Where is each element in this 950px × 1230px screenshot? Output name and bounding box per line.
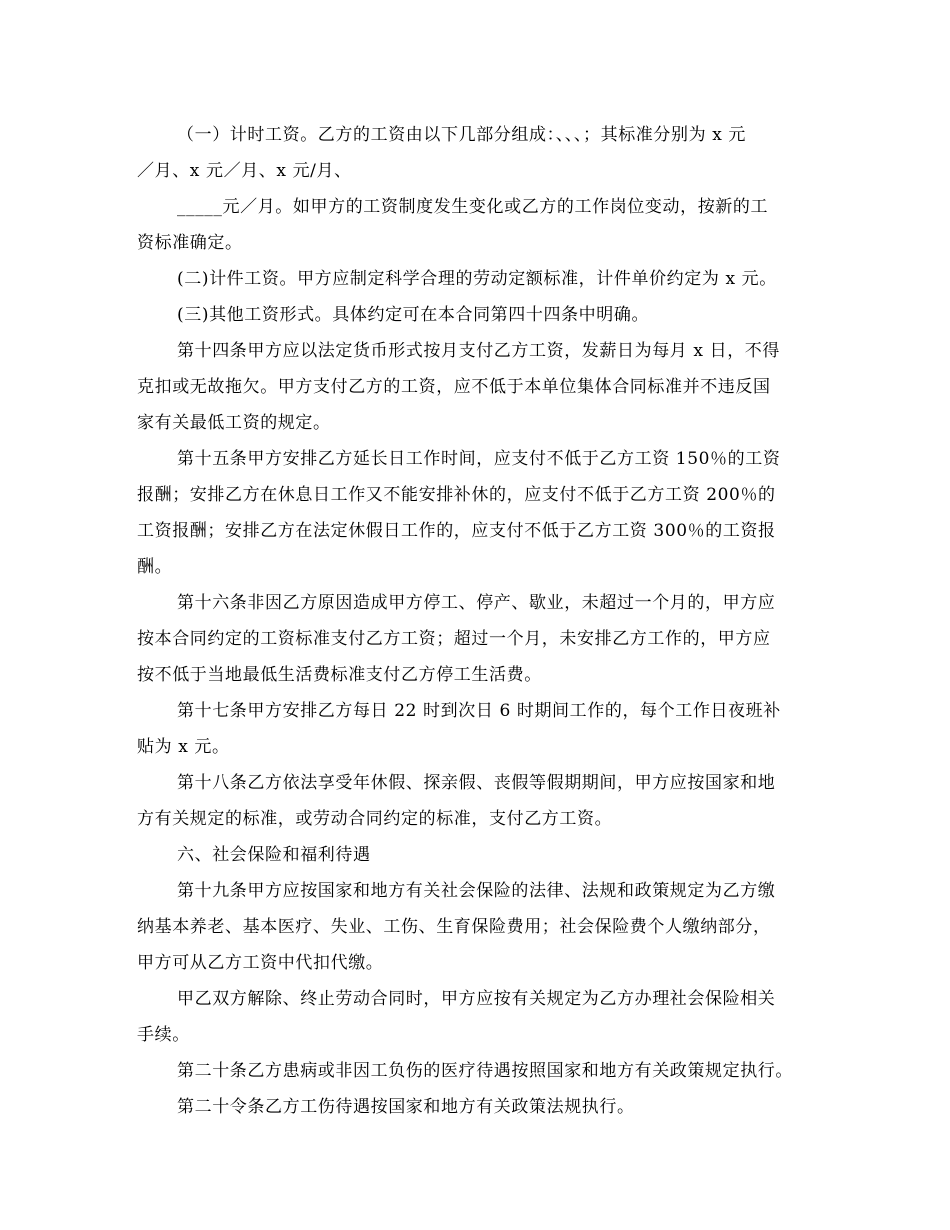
paragraph-line: 第十九条甲方应按国家和地方有关社会保险的法律、法规和政策规定为乙方缴 [177, 881, 776, 901]
paragraph-line: _____元／月。如甲方的工资制度发生变化或乙方的工作岗位变动，按新的工 [177, 197, 769, 217]
paragraph-line: (二)计件工资。甲方应制定科学合理的劳动定额标准，计件单价约定为 x 元。 [177, 269, 777, 289]
document-body [137, 117, 817, 1125]
paragraph-line: 贴为 x 元。 [137, 737, 230, 757]
paragraph-line: 第十六条非因乙方原因造成甲方停工、停产、歇业，未超过一个月的，甲方应 [177, 593, 776, 613]
section-heading: 六、社会保险和福利待遇 [177, 845, 371, 865]
paragraph-line: 手续。 [137, 1025, 190, 1045]
paragraph-line: 克扣或无故拖欠。甲方支付乙方的工资，应不低于本单位集体合同标准并不违反国 [137, 377, 771, 397]
paragraph-line: 报酬；安排乙方在休息日工作又不能安排补休的，应支付不低于乙方工资 200％的 [137, 485, 776, 505]
paragraph-line: 按不低于当地最低生活费标准支付乙方停工生活费。 [137, 665, 542, 685]
paragraph-line: 第十五条甲方安排乙方延长日工作时间，应支付不低于乙方工资 150％的工资 [177, 449, 781, 469]
paragraph-line: 纳基本养老、基本医疗、失业、工伤、生育保险费用；社会保险费个人缴纳部分， [137, 917, 771, 937]
paragraph-line: （一）计时工资。乙方的工资由以下几部分组成：、、、；其标准分别为 x 元 [177, 125, 746, 145]
paragraph-line: 第二十令条乙方工伤待遇按国家和地方有关政策法规执行。 [177, 1097, 635, 1117]
paragraph-line: 资标准确定。 [137, 233, 243, 253]
paragraph-line: 工资报酬；安排乙方在法定休假日工作的，应支付不低于乙方工资 300％的工资报 [137, 521, 776, 541]
paragraph-line: ／月、x 元／月、x 元/月、 [137, 161, 352, 181]
paragraph-line: 第二十条乙方患病或非因工负伤的医疗待遇按照国家和地方有关政策规定执行。 [177, 1061, 793, 1081]
paragraph-line: 第十四条甲方应以法定货币形式按月支付乙方工资，发薪日为每月 x 日，不得 [177, 341, 780, 361]
paragraph-line: 甲方可从乙方工资中代扣代缴。 [137, 953, 384, 973]
paragraph-line: 家有关最低工资的规定。 [137, 413, 331, 433]
paragraph-line: 第十七条甲方安排乙方每日 22 时到次日 6 时期间工作的，每个工作日夜班补 [177, 701, 781, 721]
paragraph-line: (三)其他工资形式。具体约定可在本合同第四十四条中明确。 [177, 305, 650, 325]
paragraph-line: 酬。 [137, 557, 173, 577]
paragraph-line: 方有关规定的标准，或劳动合同约定的标准，支付乙方工资。 [137, 809, 613, 829]
paragraph-line: 按本合同约定的工资标准支付乙方工资；超过一个月，未安排乙方工作的，甲方应 [137, 629, 771, 649]
paragraph-line: 甲乙双方解除、终止劳动合同时，甲方应按有关规定为乙方办理社会保险相关 [177, 989, 776, 1009]
paragraph-line: 第十八条乙方依法享受年休假、探亲假、丧假等假期期间，甲方应按国家和地 [177, 773, 776, 793]
